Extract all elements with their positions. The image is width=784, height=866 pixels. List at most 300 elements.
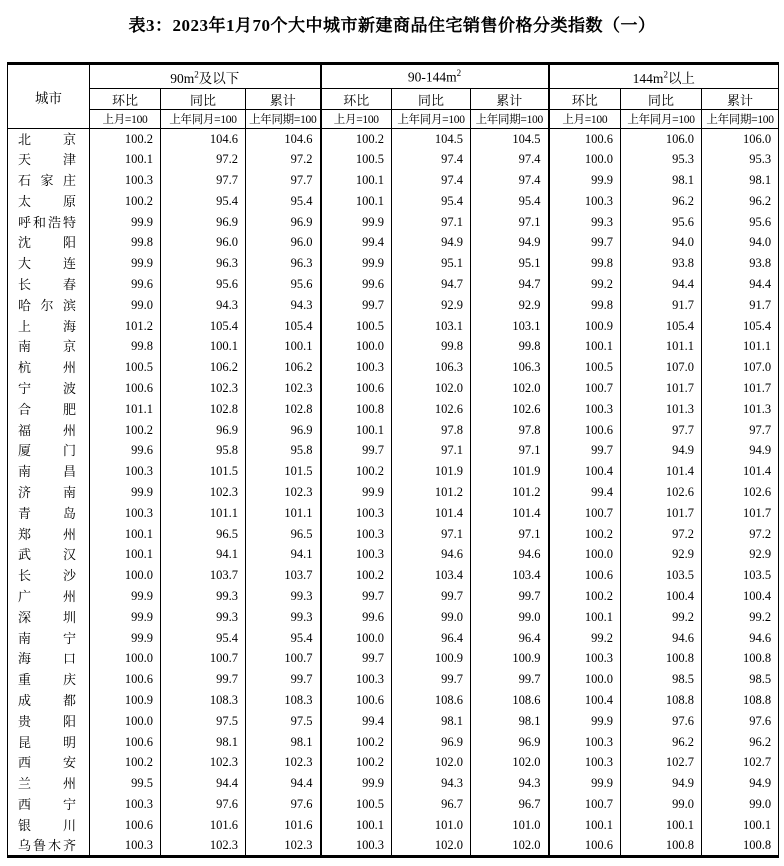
value-cell: 99.7 <box>549 440 621 461</box>
value-cell: 98.1 <box>246 732 321 753</box>
value-cell: 95.3 <box>702 149 779 170</box>
value-cell: 99.7 <box>321 586 392 607</box>
value-cell: 100.3 <box>321 503 392 524</box>
value-cell: 105.4 <box>161 316 246 337</box>
value-cell: 94.9 <box>702 773 779 794</box>
table-row <box>8 232 779 253</box>
value-cell: 94.6 <box>702 628 779 649</box>
value-cell: 101.7 <box>621 503 702 524</box>
city-name-cell <box>8 544 90 565</box>
value-cell: 97.7 <box>702 420 779 441</box>
value-cell: 96.2 <box>702 732 779 753</box>
value-cell: 100.6 <box>549 129 621 150</box>
value-cell: 100.9 <box>90 690 161 711</box>
city-name-cell <box>8 170 90 191</box>
value-cell: 96.9 <box>246 212 321 233</box>
value-cell: 100.8 <box>321 399 392 420</box>
value-cell: 100.6 <box>90 669 161 690</box>
value-cell: 99.4 <box>321 711 392 732</box>
value-cell: 97.6 <box>621 711 702 732</box>
value-cell: 99.9 <box>321 482 392 503</box>
city-name-cell <box>8 586 90 607</box>
value-cell: 103.7 <box>161 565 246 586</box>
value-cell: 95.4 <box>471 191 549 212</box>
value-cell: 97.2 <box>702 524 779 545</box>
value-cell: 99.8 <box>549 253 621 274</box>
base-label-prev-month: 上月=100 <box>549 110 621 129</box>
table-row <box>8 316 779 337</box>
value-cell: 108.3 <box>246 690 321 711</box>
value-cell: 100.3 <box>549 399 621 420</box>
value-cell: 100.2 <box>90 129 161 150</box>
value-cell: 100.4 <box>549 690 621 711</box>
value-cell: 101.5 <box>161 461 246 482</box>
group-label: 90-144m <box>407 69 457 85</box>
value-cell: 92.9 <box>702 544 779 565</box>
value-cell: 96.9 <box>471 732 549 753</box>
value-cell: 99.8 <box>90 336 161 357</box>
city-name: 北京 <box>18 131 76 147</box>
value-cell: 100.2 <box>321 461 392 482</box>
city-name-cell <box>8 399 90 420</box>
value-cell: 98.5 <box>621 669 702 690</box>
table-row <box>8 129 779 150</box>
value-cell: 96.0 <box>246 232 321 253</box>
table-row <box>8 648 779 669</box>
value-cell: 96.4 <box>471 628 549 649</box>
value-cell: 99.8 <box>549 295 621 316</box>
value-cell: 97.6 <box>702 711 779 732</box>
value-cell: 100.2 <box>321 129 392 150</box>
city-name-cell <box>8 461 90 482</box>
table-row <box>8 524 779 545</box>
city-name: 银川 <box>18 817 76 833</box>
value-cell: 102.8 <box>246 399 321 420</box>
value-cell: 96.3 <box>161 253 246 274</box>
value-cell: 100.0 <box>549 544 621 565</box>
value-cell: 102.0 <box>392 378 471 399</box>
value-cell: 104.5 <box>471 129 549 150</box>
value-cell: 97.2 <box>621 524 702 545</box>
value-cell: 95.1 <box>392 253 471 274</box>
value-cell: 106.3 <box>471 357 549 378</box>
value-cell: 99.2 <box>549 628 621 649</box>
value-cell: 101.7 <box>621 378 702 399</box>
value-cell: 96.5 <box>246 524 321 545</box>
value-cell: 100.1 <box>321 815 392 836</box>
value-cell: 105.4 <box>246 316 321 337</box>
value-cell: 99.7 <box>246 669 321 690</box>
page-title: 表3：2023年1月70个大中城市新建商品住宅销售价格分类指数（一） <box>128 16 656 35</box>
value-cell: 99.0 <box>702 794 779 815</box>
value-cell: 97.1 <box>392 212 471 233</box>
value-cell: 106.2 <box>246 357 321 378</box>
value-cell: 100.0 <box>90 565 161 586</box>
value-cell: 95.4 <box>246 191 321 212</box>
value-cell: 99.9 <box>549 170 621 191</box>
city-name-cell <box>8 316 90 337</box>
value-cell: 104.6 <box>246 129 321 150</box>
table-row <box>8 274 779 295</box>
value-cell: 101.1 <box>161 503 246 524</box>
value-cell: 104.6 <box>161 129 246 150</box>
table-row <box>8 607 779 628</box>
city-name: 大连 <box>18 256 76 272</box>
value-cell: 94.9 <box>702 440 779 461</box>
value-cell: 102.6 <box>471 399 549 420</box>
city-name-cell <box>8 149 90 170</box>
city-name: 杭州 <box>18 360 76 376</box>
city-name: 南京 <box>18 339 76 355</box>
value-cell: 102.0 <box>471 378 549 399</box>
price-index-table <box>7 62 779 858</box>
city-name: 南宁 <box>18 630 76 646</box>
city-name-cell <box>8 607 90 628</box>
value-cell: 97.5 <box>161 711 246 732</box>
value-cell: 94.3 <box>392 773 471 794</box>
value-cell: 101.1 <box>246 503 321 524</box>
group-label: 144m <box>632 70 664 86</box>
value-cell: 100.3 <box>321 357 392 378</box>
value-cell: 103.7 <box>246 565 321 586</box>
value-cell: 100.2 <box>321 752 392 773</box>
value-cell: 97.7 <box>161 170 246 191</box>
value-cell: 94.7 <box>392 274 471 295</box>
value-cell: 97.7 <box>621 420 702 441</box>
table-row <box>8 732 779 753</box>
value-cell: 100.0 <box>549 149 621 170</box>
city-name: 石家庄 <box>18 172 76 188</box>
value-cell: 95.6 <box>702 212 779 233</box>
city-name: 广州 <box>18 588 76 604</box>
value-cell: 99.9 <box>321 212 392 233</box>
value-cell: 94.4 <box>161 773 246 794</box>
value-cell: 102.7 <box>621 752 702 773</box>
value-cell: 106.3 <box>392 357 471 378</box>
city-name: 合肥 <box>18 401 76 417</box>
city-name: 哈尔滨 <box>18 297 76 313</box>
value-cell: 100.9 <box>549 316 621 337</box>
city-name-cell <box>8 794 90 815</box>
table-row <box>8 752 779 773</box>
value-cell: 101.1 <box>90 399 161 420</box>
city-name-cell <box>8 420 90 441</box>
col-header-cum: 累计 <box>702 89 779 110</box>
value-cell: 94.0 <box>702 232 779 253</box>
value-cell: 100.4 <box>621 586 702 607</box>
value-cell: 100.6 <box>321 690 392 711</box>
value-cell: 95.1 <box>471 253 549 274</box>
value-cell: 96.2 <box>621 732 702 753</box>
value-cell: 99.3 <box>246 607 321 628</box>
value-cell: 107.0 <box>621 357 702 378</box>
value-cell: 99.5 <box>90 773 161 794</box>
city-name: 深圳 <box>18 609 76 625</box>
value-cell: 97.1 <box>471 524 549 545</box>
value-cell: 96.9 <box>161 420 246 441</box>
city-name: 南昌 <box>18 464 76 480</box>
value-cell: 101.6 <box>246 815 321 836</box>
city-name-cell <box>8 628 90 649</box>
value-cell: 94.9 <box>392 232 471 253</box>
value-cell: 99.6 <box>90 274 161 295</box>
value-cell: 101.4 <box>702 461 779 482</box>
value-cell: 101.9 <box>392 461 471 482</box>
value-cell: 99.3 <box>549 212 621 233</box>
value-cell: 100.6 <box>321 378 392 399</box>
table-row <box>8 482 779 503</box>
city-name-cell <box>8 648 90 669</box>
value-cell: 100.6 <box>90 815 161 836</box>
city-name-cell <box>8 212 90 233</box>
city-name-cell <box>8 482 90 503</box>
value-cell: 102.3 <box>246 836 321 857</box>
base-label-prev-month: 上月=100 <box>90 110 161 129</box>
value-cell: 102.0 <box>471 752 549 773</box>
value-cell: 94.0 <box>621 232 702 253</box>
table-row <box>8 440 779 461</box>
value-cell: 100.3 <box>321 524 392 545</box>
value-cell: 96.9 <box>392 732 471 753</box>
value-cell: 99.0 <box>90 295 161 316</box>
value-cell: 100.2 <box>549 586 621 607</box>
city-name: 重庆 <box>18 672 76 688</box>
value-cell: 95.8 <box>161 440 246 461</box>
value-cell: 100.3 <box>549 732 621 753</box>
value-cell: 98.1 <box>161 732 246 753</box>
value-cell: 102.3 <box>161 482 246 503</box>
base-label-same-period: 上年同期=100 <box>702 110 779 129</box>
value-cell: 100.4 <box>549 461 621 482</box>
superscript-2: 2 <box>194 69 199 79</box>
value-cell: 103.5 <box>702 565 779 586</box>
city-name: 成都 <box>18 692 76 708</box>
city-name-cell <box>8 503 90 524</box>
value-cell: 97.2 <box>161 149 246 170</box>
superscript-2: 2 <box>456 67 462 78</box>
value-cell: 101.4 <box>392 503 471 524</box>
value-cell: 95.8 <box>246 440 321 461</box>
value-cell: 96.7 <box>471 794 549 815</box>
value-cell: 100.6 <box>549 565 621 586</box>
value-cell: 101.9 <box>471 461 549 482</box>
value-cell: 100.1 <box>246 336 321 357</box>
city-name-cell <box>8 565 90 586</box>
city-name: 天津 <box>18 152 76 168</box>
value-cell: 108.6 <box>471 690 549 711</box>
value-cell: 99.3 <box>161 586 246 607</box>
city-name-cell <box>8 690 90 711</box>
value-cell: 100.1 <box>549 336 621 357</box>
value-cell: 99.9 <box>90 212 161 233</box>
value-cell: 100.8 <box>702 648 779 669</box>
value-cell: 108.6 <box>392 690 471 711</box>
value-cell: 103.5 <box>621 565 702 586</box>
value-cell: 100.8 <box>621 648 702 669</box>
table-row <box>8 378 779 399</box>
value-cell: 100.2 <box>321 732 392 753</box>
value-cell: 102.6 <box>621 482 702 503</box>
value-cell: 100.7 <box>549 503 621 524</box>
value-cell: 100.0 <box>549 669 621 690</box>
city-name-cell <box>8 836 90 857</box>
value-cell: 95.4 <box>161 628 246 649</box>
table-row <box>8 711 779 732</box>
value-cell: 106.0 <box>702 129 779 150</box>
value-cell: 99.7 <box>392 669 471 690</box>
col-header-yoy: 同比 <box>392 89 471 110</box>
value-cell: 100.5 <box>90 357 161 378</box>
group-header-144-above <box>549 64 779 89</box>
value-cell: 100.1 <box>321 191 392 212</box>
city-name-cell <box>8 378 90 399</box>
value-cell: 93.8 <box>621 253 702 274</box>
value-cell: 99.9 <box>321 773 392 794</box>
city-name: 长沙 <box>18 568 76 584</box>
value-cell: 96.9 <box>161 212 246 233</box>
value-cell: 101.2 <box>90 316 161 337</box>
value-cell: 97.8 <box>392 420 471 441</box>
value-cell: 108.8 <box>702 690 779 711</box>
value-cell: 102.0 <box>392 836 471 857</box>
city-name-cell <box>8 357 90 378</box>
value-cell: 94.9 <box>471 232 549 253</box>
city-name-cell <box>8 524 90 545</box>
base-label-same-period: 上年同期=100 <box>246 110 321 129</box>
value-cell: 101.5 <box>246 461 321 482</box>
value-cell: 102.6 <box>392 399 471 420</box>
city-name: 宁波 <box>18 380 76 396</box>
value-cell: 101.2 <box>471 482 549 503</box>
table-row <box>8 191 779 212</box>
value-cell: 99.9 <box>90 586 161 607</box>
value-cell: 96.2 <box>621 191 702 212</box>
table-row <box>8 773 779 794</box>
table-row <box>8 690 779 711</box>
value-cell: 97.1 <box>392 440 471 461</box>
value-cell: 105.4 <box>702 316 779 337</box>
value-cell: 99.4 <box>321 232 392 253</box>
value-cell: 100.8 <box>702 836 779 857</box>
value-cell: 92.9 <box>471 295 549 316</box>
value-cell: 100.2 <box>90 191 161 212</box>
city-name-cell <box>8 773 90 794</box>
value-cell: 97.4 <box>392 170 471 191</box>
value-cell: 94.6 <box>621 628 702 649</box>
value-cell: 96.4 <box>392 628 471 649</box>
value-cell: 101.0 <box>392 815 471 836</box>
value-cell: 99.4 <box>549 482 621 503</box>
superscript-2: 2 <box>663 69 668 79</box>
value-cell: 100.3 <box>90 503 161 524</box>
value-cell: 103.4 <box>392 565 471 586</box>
city-name: 武汉 <box>18 547 76 563</box>
value-cell: 99.0 <box>471 607 549 628</box>
value-cell: 95.4 <box>161 191 246 212</box>
value-cell: 102.3 <box>161 836 246 857</box>
value-cell: 100.3 <box>90 461 161 482</box>
value-cell: 99.6 <box>321 274 392 295</box>
col-header-cum: 累计 <box>246 89 321 110</box>
value-cell: 100.2 <box>549 524 621 545</box>
value-cell: 99.9 <box>549 773 621 794</box>
value-cell: 91.7 <box>702 295 779 316</box>
value-cell: 92.9 <box>392 295 471 316</box>
base-header-row <box>8 110 779 129</box>
value-cell: 100.5 <box>549 357 621 378</box>
value-cell: 99.3 <box>161 607 246 628</box>
value-cell: 103.4 <box>471 565 549 586</box>
value-cell: 97.2 <box>246 149 321 170</box>
value-cell: 95.6 <box>621 212 702 233</box>
value-cell: 98.1 <box>471 711 549 732</box>
value-cell: 94.9 <box>621 773 702 794</box>
value-cell: 99.3 <box>246 586 321 607</box>
col-header-mom: 环比 <box>321 89 392 110</box>
table-row <box>8 357 779 378</box>
table-body <box>8 129 779 857</box>
value-cell: 99.6 <box>321 607 392 628</box>
value-cell: 92.9 <box>621 544 702 565</box>
value-cell: 100.6 <box>549 836 621 857</box>
value-cell: 94.3 <box>246 295 321 316</box>
value-cell: 97.1 <box>392 524 471 545</box>
value-cell: 100.3 <box>549 191 621 212</box>
city-name: 贵阳 <box>18 713 76 729</box>
city-name: 青岛 <box>18 505 76 521</box>
table-row <box>8 149 779 170</box>
value-cell: 100.0 <box>90 648 161 669</box>
value-cell: 99.2 <box>549 274 621 295</box>
value-cell: 91.7 <box>621 295 702 316</box>
value-cell: 102.0 <box>471 836 549 857</box>
table-row <box>8 794 779 815</box>
value-cell: 99.8 <box>392 336 471 357</box>
value-cell: 99.7 <box>471 669 549 690</box>
value-cell: 99.7 <box>321 648 392 669</box>
city-name: 沈阳 <box>18 235 76 251</box>
group-label-suffix: 以上 <box>667 70 695 86</box>
value-cell: 102.3 <box>246 752 321 773</box>
value-cell: 99.2 <box>621 607 702 628</box>
value-cell: 100.0 <box>321 336 392 357</box>
value-cell: 99.0 <box>621 794 702 815</box>
value-cell: 100.5 <box>321 316 392 337</box>
value-cell: 95.6 <box>246 274 321 295</box>
value-cell: 97.4 <box>392 149 471 170</box>
value-cell: 100.6 <box>90 378 161 399</box>
value-cell: 96.3 <box>246 253 321 274</box>
value-cell: 94.6 <box>392 544 471 565</box>
city-name: 长春 <box>18 276 76 292</box>
value-cell: 101.4 <box>471 503 549 524</box>
value-cell: 94.4 <box>621 274 702 295</box>
city-name: 上海 <box>18 318 76 334</box>
base-label-same-month: 上年同月=100 <box>161 110 246 129</box>
value-cell: 99.7 <box>321 295 392 316</box>
metric-header-row <box>8 89 779 110</box>
base-label-same-month: 上年同月=100 <box>392 110 471 129</box>
base-label-same-period: 上年同期=100 <box>471 110 549 129</box>
value-cell: 99.9 <box>321 253 392 274</box>
value-cell: 94.1 <box>161 544 246 565</box>
city-name: 海口 <box>18 651 76 667</box>
value-cell: 99.0 <box>392 607 471 628</box>
col-header-yoy: 同比 <box>161 89 246 110</box>
table-row <box>8 420 779 441</box>
value-cell: 96.5 <box>161 524 246 545</box>
value-cell: 106.2 <box>161 357 246 378</box>
